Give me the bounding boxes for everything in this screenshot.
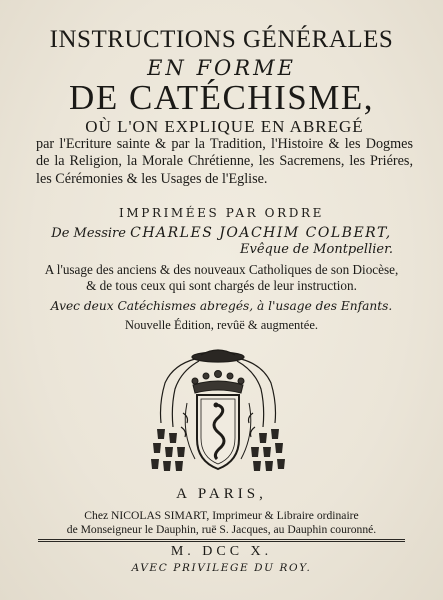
title-line-2: EN FORME <box>147 56 296 80</box>
bishop-title: Evêque de Montpellier. <box>239 242 394 257</box>
divider-rule <box>38 539 405 540</box>
description-text: par l'Ecriture sainte & par la Tradition, l'Histoire & les Dogmes de la Religion, la Morale Chrétienne, les Sacremens, les Priéres, les Cérémonies & les Usages de l'Eglise. <box>36 135 413 187</box>
coat-of-arms-icon <box>143 343 293 478</box>
title-line-1: INSTRUCTIONS GÉNÉRALES <box>49 26 394 53</box>
royal-privilege: AVEC PRIVILEGE DU ROY. <box>131 562 312 574</box>
description-first-line: OÙ L'ON EXPLIQUE EN ABREGÉ <box>85 117 364 136</box>
title-line-3: DE CATÉCHISME, <box>69 78 374 117</box>
imprint-city: A PARIS, <box>176 486 267 502</box>
imprint-year: M. DCC X. <box>170 544 273 559</box>
edition-note: Nouvelle Édition, revûë & augmentée. <box>125 318 318 332</box>
description-block <box>36 118 413 188</box>
patron-name: CHARLES JOACHIM COLBERT, <box>130 225 392 241</box>
patron-line <box>0 225 443 241</box>
divider-rule <box>38 541 405 542</box>
printed-by-order: IMPRIMÉES PAR ORDRE <box>119 206 324 220</box>
usage-line-2: & de tous ceux qui sont chargés de leur instruction. <box>86 278 357 293</box>
imprint-printer: Chez NICOLAS SIMART, Imprimeur & Libraire ordinaire <box>84 509 359 522</box>
abridged-catechisms: Avec deux Catéchismes abregés, à l'usage des Enfants. <box>50 299 393 313</box>
de-messire: De Messire <box>51 226 126 241</box>
imprint-address: de Monseigneur le Dauphin, ruë S. Jacques, au Dauphin couronné. <box>66 523 377 536</box>
usage-line-1: A l'usage des anciens & des nouveaux Catholiques de son Diocèse, <box>44 262 399 277</box>
